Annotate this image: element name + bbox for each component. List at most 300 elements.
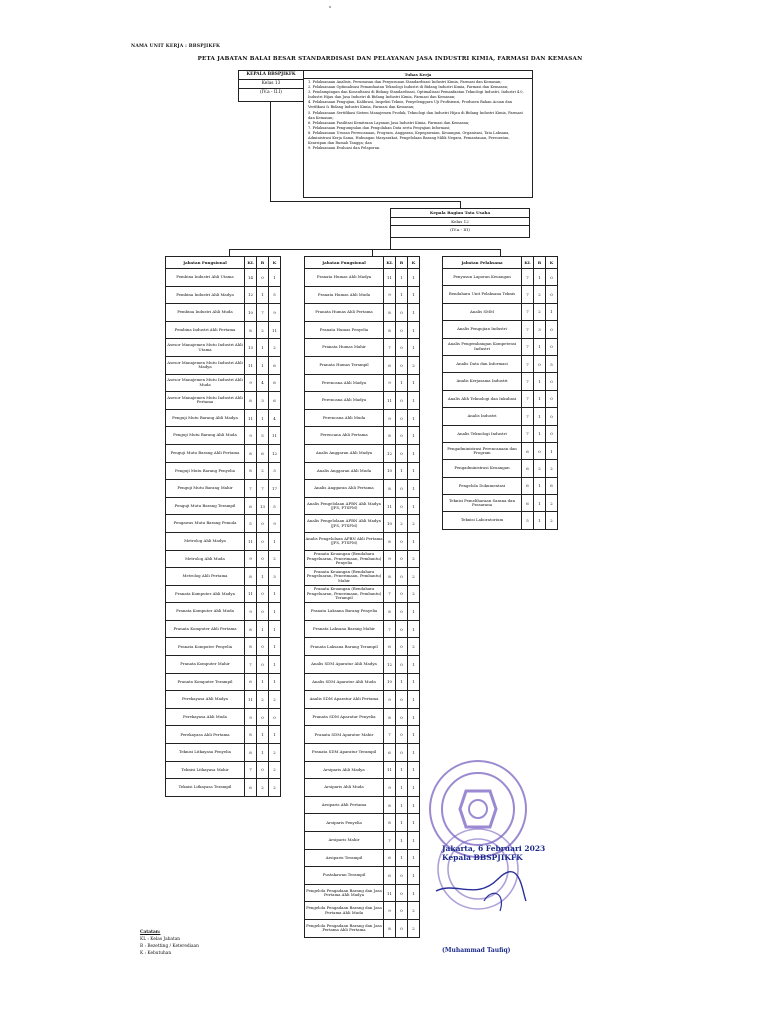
value-b: 0 — [257, 269, 269, 287]
value-kl: 9 — [245, 374, 257, 392]
value-b: 1 — [396, 269, 408, 287]
value-b: 1 — [257, 568, 269, 586]
value-k: 1 — [269, 269, 281, 287]
value-b: 0 — [257, 515, 269, 533]
value-kl: 8 — [384, 427, 396, 445]
value-k: 2 — [408, 550, 420, 568]
table-row — [443, 338, 558, 355]
value-kl: 12 — [384, 444, 396, 462]
table-header-col: KL — [522, 257, 534, 269]
table-row — [166, 409, 281, 427]
table-row — [166, 427, 281, 445]
value-k: 1 — [408, 726, 420, 744]
value-k: 0 — [546, 390, 558, 407]
value-kl: 8 — [384, 480, 396, 498]
position-name: Metrolog Ahli Madya — [166, 532, 245, 550]
position-name: Metrolog Ahli Muda — [166, 550, 245, 568]
table-header-col: KL — [384, 257, 396, 269]
position-name: Pranata Keuangan (Bendahara Pengeluaran, Penerimaan, Pembantu) Penyelia — [305, 550, 384, 568]
value-k: 1 — [408, 269, 420, 287]
value-kl: 8 — [384, 532, 396, 550]
legend-item-k: K : Kebutuhan — [140, 951, 172, 956]
value-b: 0 — [396, 321, 408, 339]
value-b: 0 — [257, 585, 269, 603]
position-name: Pranata Humas Terampil — [305, 356, 384, 374]
value-kl: 9 — [245, 427, 257, 445]
table-row — [305, 515, 420, 533]
value-k: 2 — [408, 568, 420, 586]
value-k: 1 — [408, 321, 420, 339]
position-name: Asesor Manajemen Mutu Industri Ahli Madya — [166, 356, 245, 374]
value-kl: 10 — [384, 515, 396, 533]
table-row — [305, 726, 420, 744]
tasks-list — [308, 80, 528, 151]
position-name: Pembina Industri Ahli Madya — [166, 286, 245, 304]
position-name: Penguji Mutu Barang Terampil — [166, 497, 245, 515]
value-kl: 8 — [245, 321, 257, 339]
table-row — [305, 884, 420, 902]
tasks-header: Tuhas Kerja — [304, 71, 532, 79]
table-row — [305, 585, 420, 603]
position-name: Metrolog Ahli Pertama — [166, 568, 245, 586]
value-kl: 10 — [245, 304, 257, 322]
value-k: 2 — [408, 919, 420, 937]
value-k: 1 — [269, 673, 281, 691]
value-kl: 6 — [384, 744, 396, 762]
legend-item-b: B : Bezetting / Keterediaan — [140, 944, 199, 949]
table-row — [305, 480, 420, 498]
value-k: 2 — [269, 550, 281, 568]
table-row — [305, 321, 420, 339]
value-k: 1 — [408, 620, 420, 638]
value-k: 2 — [546, 495, 558, 512]
table-row — [305, 656, 420, 674]
value-b: 1 — [396, 814, 408, 832]
position-name: Analis Anggaran Ahli Muda — [305, 462, 384, 480]
position-name: Pranata Laksana Barang Mahir — [305, 620, 384, 638]
value-kl: 8 — [245, 444, 257, 462]
value-kl: 7 — [384, 585, 396, 603]
position-name: Perekayasa Ahli Muda — [166, 708, 245, 726]
value-k: 1 — [408, 480, 420, 498]
value-kl: 8 — [384, 796, 396, 814]
value-kl: 7 — [522, 269, 534, 286]
position-name: Analis Data dan Informasi — [443, 355, 522, 372]
table-row — [166, 673, 281, 691]
value-kl: 7 — [245, 656, 257, 674]
position-name: Pengelola Dokumentasi — [443, 477, 522, 494]
value-kl: 9 — [384, 374, 396, 392]
value-k: 1 — [546, 442, 558, 459]
value-k: 1 — [408, 708, 420, 726]
value-kl: 9 — [384, 779, 396, 797]
table-row — [305, 796, 420, 814]
task-item: 5. Pelaksanaan Sertifikasi Sistem Manajemen Produk, Teknologi dan Industri Hijau di Bidang Industri Kimia, Farmasi dan Kemasan; — [308, 110, 523, 120]
value-b: 0 — [396, 568, 408, 586]
value-b: 0 — [257, 708, 269, 726]
table-row — [166, 691, 281, 709]
value-k: 1 — [408, 497, 420, 515]
position-name: Analis Pengujian Industri — [443, 321, 522, 338]
value-kl: 9 — [384, 286, 396, 304]
value-k: 17 — [269, 480, 281, 498]
value-b: 1 — [534, 495, 546, 512]
value-k: 1 — [408, 744, 420, 762]
value-kl: 11 — [245, 356, 257, 374]
value-k: 1 — [408, 796, 420, 814]
position-name: Pranata Komputer Penyelia — [166, 638, 245, 656]
table-row — [305, 744, 420, 762]
table-row — [443, 390, 558, 407]
position-name: Analis Industri — [443, 408, 522, 425]
position-name: Pranata Keuangan (Bendahara Pengeluaran, Penerimaan, Pembantu) Mahir — [305, 568, 384, 586]
value-k: 2 — [269, 761, 281, 779]
value-k: 1 — [408, 656, 420, 674]
official-stamp — [426, 751, 530, 923]
position-name: Pengelola Pengadaan Barang dan Jasa Pertama Ahli Muda — [305, 902, 384, 920]
value-b: 1 — [257, 726, 269, 744]
value-kl: 7 — [384, 620, 396, 638]
position-name: Pranata Komputer Ahli Muda — [166, 603, 245, 621]
value-b: 0 — [257, 532, 269, 550]
position-name: Analis SDM Aparatur Ahli Muda — [305, 673, 384, 691]
value-b: 0 — [396, 919, 408, 937]
value-kl: 11 — [245, 585, 257, 603]
value-kl: 9 — [245, 603, 257, 621]
value-b: 1 — [396, 832, 408, 850]
value-b: 2 — [396, 515, 408, 533]
table-row — [166, 532, 281, 550]
value-b: 1 — [534, 373, 546, 390]
value-k: 1 — [546, 303, 558, 320]
value-kl: 5 — [245, 515, 257, 533]
table-header-col: K — [408, 257, 420, 269]
value-k: 1 — [408, 304, 420, 322]
position-name: Asesor Manajemen Mutu Industri Ahli Muda — [166, 374, 245, 392]
position-name: Pembina Industri Ahli Utama — [166, 269, 245, 287]
table-row — [166, 356, 281, 374]
value-kl: 7 — [522, 373, 534, 390]
signature-block — [442, 844, 545, 862]
position-name: Arsiparis Mahir — [305, 832, 384, 850]
value-kl: 11 — [245, 532, 257, 550]
task-item: 7. Pelaksanaan Pengumpulan dan Pengolahan Data serta Penyajian Informasi; — [308, 125, 451, 130]
value-b: 3 — [257, 392, 269, 410]
table-row — [166, 321, 281, 339]
value-b: 3 — [534, 321, 546, 338]
position-name: Teknisi Pemeliharaan Sarana dan Prasarana — [443, 495, 522, 512]
value-k: 0 — [546, 338, 558, 355]
position-name: Analis SDM Aparatur Ahli Madya — [305, 656, 384, 674]
position-name: Perencana Ahli Pertama — [305, 427, 384, 445]
position-name: Pranata Humas Ahli Madya — [305, 269, 384, 287]
value-kl: 8 — [384, 919, 396, 937]
value-k: 0 — [269, 708, 281, 726]
value-kl: 10 — [384, 462, 396, 480]
table-row — [166, 515, 281, 533]
table-header-col: KL — [245, 257, 257, 269]
table-row — [166, 656, 281, 674]
value-k: 1 — [408, 779, 420, 797]
table-row — [305, 339, 420, 357]
position-name: Arsiparis Terampil — [305, 849, 384, 867]
value-b: 0 — [257, 656, 269, 674]
table-row — [166, 708, 281, 726]
value-kl: 7 — [522, 321, 534, 338]
table-row — [166, 550, 281, 568]
value-kl: 6 — [245, 673, 257, 691]
value-k: 1 — [408, 691, 420, 709]
value-k: 5 — [269, 286, 281, 304]
value-kl: 7 — [245, 761, 257, 779]
value-k: 1 — [408, 286, 420, 304]
value-b: 0 — [396, 532, 408, 550]
position-name: Pranata Humas Penyelia — [305, 321, 384, 339]
tasks-box — [303, 70, 533, 198]
table-header-row — [443, 257, 558, 269]
value-k: 2 — [546, 512, 558, 529]
value-b: 0 — [396, 409, 408, 427]
value-kl: 8 — [384, 708, 396, 726]
value-k: 2 — [269, 779, 281, 797]
value-kl: 7 — [522, 408, 534, 425]
value-k: 1 — [269, 726, 281, 744]
table-row — [166, 286, 281, 304]
value-kl: 11 — [245, 409, 257, 427]
value-b: 2 — [257, 462, 269, 480]
value-b: 2 — [257, 321, 269, 339]
tu-box — [390, 208, 530, 238]
table-row — [166, 480, 281, 498]
value-k: 3 — [269, 568, 281, 586]
value-kl: 8 — [384, 603, 396, 621]
position-name: Pranata Keuangan (Bendahara Pengeluaran, Penerimaan, Pembantu) Terampil — [305, 585, 384, 603]
value-k: 1 — [269, 656, 281, 674]
table-header-col: K — [269, 257, 281, 269]
document-title: PETA JABATAN BALAI BESAR STANDARDISASI DAN PELAYANAN JASA INDUSTRI KIMIA, FARMASI DAN KEMASAN — [197, 56, 583, 62]
table-row — [305, 603, 420, 621]
position-name: Analis Teknologi Industri — [443, 425, 522, 442]
task-item: 4. Pelaksanaan Pengujian, Kalibrasi, Inspeksi Teknis, Penyelenggara Uji Profisiensi, Produsen Bahan Acuan dan Verifikasi & Bidang Industri Kimia, Farmasi dan Kemasan; — [308, 100, 513, 110]
value-k: 6 — [269, 374, 281, 392]
value-b: 2 — [257, 779, 269, 797]
position-name: Penguji Mutu Barang Penyelia — [166, 462, 245, 480]
position-name: Penguji Mutu Barang Ahli Madya — [166, 409, 245, 427]
position-name: Pranata SDM Aparatur Mahir — [305, 726, 384, 744]
value-kl: 11 — [384, 269, 396, 287]
value-k: 1 — [408, 409, 420, 427]
value-k: 1 — [408, 603, 420, 621]
table-jabatan-pelaksana — [442, 256, 558, 530]
position-name: Arsiparis Ahli Muda — [305, 779, 384, 797]
table-row — [443, 425, 558, 442]
position-name: Pranata Laksana Barang Penyelia — [305, 603, 384, 621]
position-name: Analis Pengelolaan APBN Ahli Madya (JFS, PTSPM) — [305, 497, 384, 515]
table-row — [305, 409, 420, 427]
value-b: 0 — [396, 339, 408, 357]
value-kl: 8 — [384, 321, 396, 339]
position-name: Analis SMM — [443, 303, 522, 320]
value-k: 2 — [408, 356, 420, 374]
value-k: 1 — [408, 867, 420, 885]
table-jabatan-fungsional-1 — [165, 256, 281, 797]
connector-tu-down — [390, 238, 391, 249]
table-header-row — [305, 257, 420, 269]
value-kl: 6 — [522, 495, 534, 512]
value-k: 0 — [546, 373, 558, 390]
position-name: Pranata Humas Ahli Muda — [305, 286, 384, 304]
value-k: 5 — [546, 355, 558, 372]
value-kl: 7 — [522, 286, 534, 303]
value-b: 7 — [257, 480, 269, 498]
value-b: 1 — [396, 796, 408, 814]
table-row — [443, 321, 558, 338]
value-k: 1 — [408, 392, 420, 410]
value-b: 5 — [257, 427, 269, 445]
position-name: Perekayasa Ahli Pertama — [166, 726, 245, 744]
value-b: 0 — [396, 867, 408, 885]
table-row — [166, 761, 281, 779]
value-b: 0 — [396, 550, 408, 568]
value-k: 1 — [269, 620, 281, 638]
task-item: 3. Pendampingan dan Konsultansi di Bidang Standardisasi, Optimalisasi Pemanfaatan Teknologi Industri, Industri 4.0, Industri Hijau dan Jasa Industri di Bidang Industri Kimia, Farmasi dan Kemasan; — [308, 90, 524, 100]
value-kl: 7 — [522, 390, 534, 407]
table-row — [305, 497, 420, 515]
position-name: Perencana Ahli Madya — [305, 374, 384, 392]
value-k: 2 — [408, 515, 420, 533]
value-kl: 9 — [245, 708, 257, 726]
position-name: Pengawas Mutu Barang Pemula — [166, 515, 245, 533]
value-b: 2 — [534, 460, 546, 477]
connector-table-1 — [229, 249, 230, 256]
legend-title: Catatan: — [140, 930, 161, 935]
value-b: 1 — [396, 779, 408, 797]
value-kl: 8 — [245, 744, 257, 762]
value-kl: 8 — [384, 304, 396, 322]
table-row — [166, 392, 281, 410]
value-b: 1 — [534, 425, 546, 442]
position-name: Analis Alih Teknologi dan Inkubasi — [443, 390, 522, 407]
connector-tu-drop — [460, 201, 461, 208]
value-b: 0 — [396, 902, 408, 920]
task-item: 8. Pelaksanaan Urusan Perencanaan, Program, Anggaran, Kepegawaian, Keuangan, Organisasi, Tata Laksana, Administrasi Kerja Sama, Hubungan Masyarakat, Pengelolaan Barang Milik Negara, Pemantauan, Persuratan, Kearsipan dan Rumah Tangga; dan — [308, 130, 510, 146]
value-k: 1 — [408, 374, 420, 392]
value-k: 3 — [269, 462, 281, 480]
tu-title: Kepala Bagian Tata Usaha — [391, 209, 529, 218]
value-b: 1 — [534, 512, 546, 529]
table-row — [166, 374, 281, 392]
value-kl: 7 — [384, 832, 396, 850]
value-kl: 7 — [384, 339, 396, 357]
position-name: Pengelola Pengadaan Barang dan Jasa Pertama Ahli Madya — [305, 884, 384, 902]
value-kl: 11 — [384, 761, 396, 779]
table-header-title: Jabatan Fungsional — [305, 257, 384, 269]
table-row — [305, 673, 420, 691]
table-row — [305, 550, 420, 568]
value-b: 1 — [396, 673, 408, 691]
value-b: 0 — [396, 744, 408, 762]
value-k: 1 — [408, 427, 420, 445]
value-b: 1 — [396, 462, 408, 480]
connector-table-2 — [372, 249, 373, 256]
table-row — [166, 603, 281, 621]
value-b: 1 — [396, 849, 408, 867]
position-name: Penguji Mutu Barang Ahli Muda — [166, 427, 245, 445]
value-kl: 11 — [384, 884, 396, 902]
value-k: 9 — [269, 515, 281, 533]
table-row — [305, 902, 420, 920]
table-jabatan-fungsional-2 — [304, 256, 420, 938]
table-row — [443, 303, 558, 320]
value-kl: 6 — [522, 460, 534, 477]
position-name: Pembina Industri Ahli Pertama — [166, 321, 245, 339]
value-b: 0 — [396, 884, 408, 902]
value-b: 2 — [534, 303, 546, 320]
value-kl: 8 — [245, 392, 257, 410]
table-row — [166, 638, 281, 656]
position-name: Arsiparis Ahli Pertama — [305, 796, 384, 814]
position-name: Pembina Industri Ahli Muda — [166, 304, 245, 322]
table-row — [305, 356, 420, 374]
table-row — [166, 779, 281, 797]
value-k: 1 — [269, 532, 281, 550]
position-name: Asesor Manajemen Mutu Industri Ahli Pertama — [166, 392, 245, 410]
table-row — [305, 462, 420, 480]
value-k: 9 — [269, 304, 281, 322]
value-k: 2 — [408, 585, 420, 603]
position-name: Pranata SDM Aparatur Terampil — [305, 744, 384, 762]
task-item: 6. Pelaksanaan Fasilitasi Kemitraan Layanan Jasa Industri Kimia, Farmasi dan Kemasan; — [308, 120, 470, 125]
table-row — [305, 832, 420, 850]
table-row — [443, 373, 558, 390]
position-name: Pranata SDM Aparatur Penyelia — [305, 708, 384, 726]
position-name: Pengadministrasi Perencanaan dan Program — [443, 442, 522, 459]
head-kelas: Kelas 13 — [239, 80, 303, 89]
value-b: 1 — [534, 408, 546, 425]
value-b: 0 — [396, 444, 408, 462]
value-kl: 9 — [384, 550, 396, 568]
value-kl: 14 — [245, 269, 257, 287]
table-row — [166, 269, 281, 287]
value-kl: 6 — [384, 849, 396, 867]
position-name: Pranata Humas Ahli Pertama — [305, 304, 384, 322]
value-b: 7 — [257, 304, 269, 322]
connector-vertical-main — [270, 102, 271, 202]
position-name: Pranata Komputer Ahli Madya — [166, 585, 245, 603]
value-k: 11 — [269, 427, 281, 445]
stray-dot — [329, 6, 331, 8]
table-row — [443, 408, 558, 425]
table-row — [305, 427, 420, 445]
value-kl: 9 — [245, 550, 257, 568]
value-k: 0 — [546, 321, 558, 338]
value-kl: 10 — [384, 673, 396, 691]
value-k: 1 — [408, 462, 420, 480]
value-b: 1 — [257, 286, 269, 304]
position-name: Analis Anggaran Ahli Pertama — [305, 480, 384, 498]
value-kl: 8 — [245, 568, 257, 586]
value-k: 2 — [269, 744, 281, 762]
value-b: 4 — [257, 374, 269, 392]
value-kl: 9 — [384, 902, 396, 920]
head-eselon: (IV.a - II.I) — [260, 90, 282, 95]
position-name: Perekayasa Ahli Madya — [166, 691, 245, 709]
value-k: 5 — [269, 497, 281, 515]
value-k: 2 — [546, 460, 558, 477]
value-k: 1 — [269, 603, 281, 621]
table-row — [305, 286, 420, 304]
position-name: Teknisi Laboratorium — [443, 512, 522, 529]
